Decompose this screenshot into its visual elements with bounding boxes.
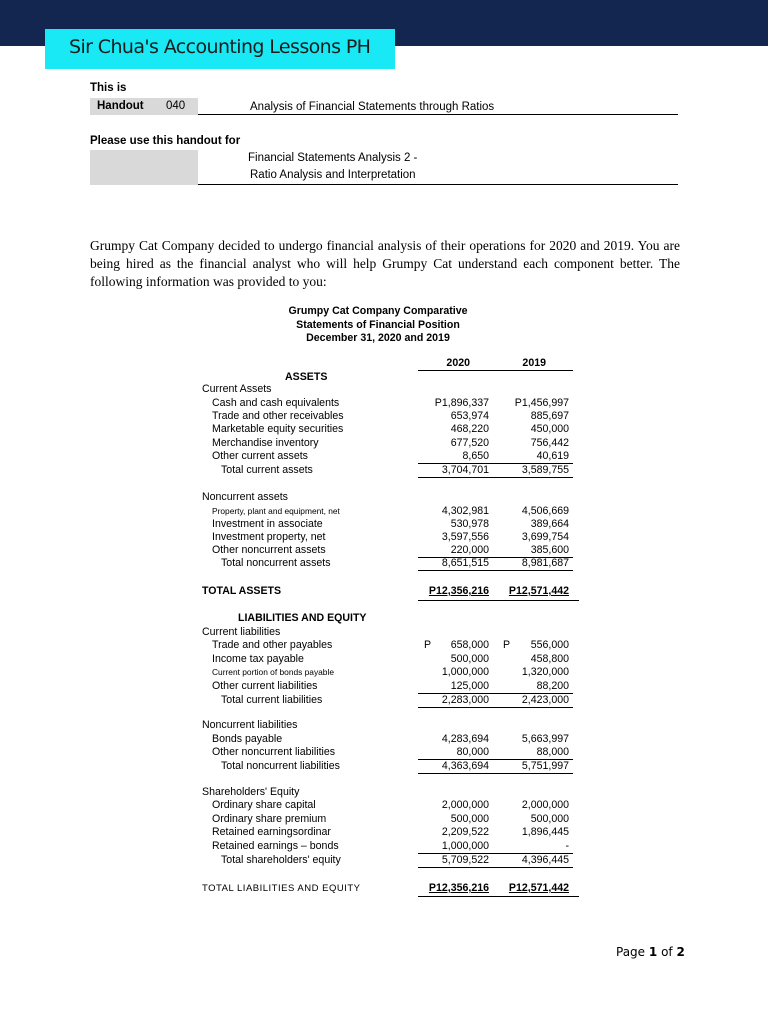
table-row [0, 531, 768, 545]
table-row [0, 544, 768, 558]
value-2019: 5,663,997 [521, 733, 569, 745]
total-line [418, 570, 573, 571]
row-label: Total current liabilities [221, 694, 323, 706]
value-2020: 8,651,515 [441, 557, 489, 569]
noncurrent-assets-heading-row [0, 491, 768, 505]
value-2020: P12,356,216 [428, 882, 489, 894]
total-row [0, 854, 768, 868]
row-label: Other noncurrent liabilities [212, 746, 336, 758]
statement-title-line-1: Grumpy Cat Company Comparative [288, 305, 468, 317]
table-row [0, 639, 768, 653]
current-liab-heading-row [0, 626, 768, 640]
row-label: Trade and other receivables [212, 410, 344, 422]
statement-title-line-2: Statements of Financial Position [296, 318, 460, 331]
table-row [0, 799, 768, 813]
total-row [0, 557, 768, 571]
value-2019: 450,000 [530, 423, 569, 435]
value-2019: 885,697 [530, 410, 569, 422]
use-for-label: Please use this handout for [90, 135, 241, 147]
table-row [0, 450, 768, 464]
row-label: Other noncurrent assets [212, 544, 326, 556]
equity-heading-row [0, 786, 768, 800]
value-2020: 5,709,522 [441, 854, 489, 866]
table-row [0, 733, 768, 747]
total-line [418, 773, 573, 774]
value-2019: 556,000 [530, 639, 569, 651]
course-line-1: Financial Statements Analysis 2 - [248, 152, 418, 164]
table-row [0, 397, 768, 411]
value-2019: 385,600 [530, 544, 569, 556]
value-2019: 756,442 [530, 437, 569, 449]
value-2020: 2,209,522 [441, 826, 489, 838]
value-2019: - [565, 840, 569, 852]
assets-heading: ASSETS [285, 371, 328, 383]
row-label: Investment property, net [212, 531, 326, 543]
value-2020: 3,597,556 [441, 531, 489, 543]
value-2019: P12,571,442 [508, 585, 569, 597]
brand-box [45, 29, 395, 69]
table-row [0, 505, 768, 519]
row-label: Other current liabilities [212, 680, 318, 692]
row-label: Other current assets [212, 450, 308, 462]
year-2020-header: 2020 [446, 357, 470, 369]
value-2020: P1,896,337 [434, 397, 489, 409]
table-row [0, 653, 768, 667]
value-2020: 80,000 [456, 746, 489, 758]
row-label: Income tax payable [212, 653, 304, 665]
brand-title: Sir Chua's Accounting Lessons PH [69, 36, 371, 58]
value-2020: 8,650 [462, 450, 489, 462]
page-word: Page [616, 945, 646, 959]
double-underline [418, 896, 579, 897]
total-line [418, 867, 573, 868]
year-2019-header: 2019 [522, 357, 546, 369]
handout-number: 040 [166, 100, 186, 112]
value-2020: 530,978 [450, 518, 489, 530]
table-row [0, 746, 768, 760]
value-2020: 4,302,981 [441, 505, 489, 517]
row-label: Total noncurrent liabilities [221, 760, 340, 772]
grand-total-row [0, 882, 768, 896]
current-liab-heading: Current liabilities [202, 626, 281, 638]
table-row [0, 680, 768, 694]
row-label: Merchandise inventory [212, 437, 319, 449]
handout-title-underline [198, 114, 678, 115]
row-label: Total shareholders' equity [221, 854, 341, 866]
row-label: Retained earnings – bonds [212, 840, 339, 852]
row-label: Retained earningsordinar [212, 826, 331, 838]
value-2020: 677,520 [450, 437, 489, 449]
double-underline [418, 600, 579, 601]
row-label: Current portion of bonds payable [212, 667, 334, 677]
row-label: Investment in associate [212, 518, 323, 530]
equity-heading: Shareholders' Equity [202, 786, 300, 798]
row-label: TOTAL ASSETS [202, 585, 282, 597]
course-underline [198, 184, 678, 185]
value-2020: 2,000,000 [441, 799, 489, 811]
grand-total-row [0, 585, 768, 599]
row-label: Marketable equity securities [212, 423, 344, 435]
course-line-2: Ratio Analysis and Interpretation [250, 169, 416, 181]
peso-sign-2020: P [424, 639, 432, 651]
value-2019: 3,589,755 [521, 464, 569, 476]
use-for-box [90, 150, 198, 185]
value-2020: 500,000 [450, 813, 489, 825]
value-2019: P12,571,442 [508, 882, 569, 894]
total-line [418, 477, 573, 478]
value-2019: 88,000 [536, 746, 569, 758]
table-row [0, 813, 768, 827]
handout-label: Handout [97, 100, 144, 112]
current-assets-heading-row [0, 383, 768, 397]
total-row [0, 694, 768, 708]
value-2020: 4,363,694 [441, 760, 489, 772]
value-2020: 653,974 [450, 410, 489, 422]
liab-equity-heading-row [0, 612, 768, 626]
value-2020: 3,704,701 [441, 464, 489, 476]
table-row [0, 423, 768, 437]
table-row [0, 666, 768, 680]
statement-title [240, 305, 516, 346]
noncurrent-assets-heading: Noncurrent assets [202, 491, 288, 503]
table-row [0, 410, 768, 424]
noncurrent-liab-heading: Noncurrent liabilities [202, 719, 298, 731]
value-2019: 2,000,000 [521, 799, 569, 811]
table-row [0, 437, 768, 451]
row-label: TOTAL LIABILITIES AND EQUITY [202, 883, 361, 894]
total-line [418, 707, 573, 708]
current-assets-heading: Current Assets [202, 383, 272, 395]
row-label: Total noncurrent assets [221, 557, 331, 569]
value-2019: 3,699,754 [521, 531, 569, 543]
row-label: Ordinary share capital [212, 799, 316, 811]
page-current: 1 [648, 945, 658, 959]
value-2019: 458,800 [530, 653, 569, 665]
total-row [0, 464, 768, 478]
value-2020: 1,000,000 [441, 666, 489, 678]
value-2020: 658,000 [450, 639, 489, 651]
value-2019: 5,751,997 [521, 760, 569, 772]
row-label: Ordinary share premium [212, 813, 327, 825]
value-2019: 2,423,000 [521, 694, 569, 706]
value-2019: 1,320,000 [521, 666, 569, 678]
liab-equity-heading: LIABILITIES AND EQUITY [238, 612, 367, 624]
row-label: Bonds payable [212, 733, 283, 745]
value-2019: 4,396,445 [521, 854, 569, 866]
page-total: 2 [676, 945, 685, 959]
value-2019: P1,456,997 [514, 397, 569, 409]
row-label: Cash and cash equivalents [212, 397, 340, 409]
value-2020: 468,220 [450, 423, 489, 435]
table-row [0, 518, 768, 532]
value-2020: 125,000 [450, 680, 489, 692]
table-row [0, 840, 768, 854]
table-row [0, 826, 768, 840]
value-2019: 40,619 [536, 450, 569, 462]
value-2020: 4,283,694 [441, 733, 489, 745]
value-2020: 1,000,000 [441, 840, 489, 852]
value-2019: 4,506,669 [521, 505, 569, 517]
value-2019: 389,664 [530, 518, 569, 530]
statement-title-line-3: December 31, 2020 and 2019 [306, 332, 450, 344]
value-2020: 500,000 [450, 653, 489, 665]
value-2020: 220,000 [450, 544, 489, 556]
of-word: of [661, 945, 673, 959]
this-is-label: This is [90, 82, 127, 94]
row-label: Total current assets [221, 464, 313, 476]
value-2019: 88,200 [536, 680, 569, 692]
row-label: Property, plant and equipment, net [212, 506, 340, 516]
value-2020: P12,356,216 [428, 585, 489, 597]
row-label: Trade and other payables [212, 639, 333, 651]
peso-sign-2019: P [503, 639, 511, 651]
value-2020: 2,283,000 [441, 694, 489, 706]
value-2019: 8,981,687 [521, 557, 569, 569]
noncurrent-liab-heading-row [0, 719, 768, 733]
intro-paragraph: Grumpy Cat Company decided to undergo financial analysis of their operations for 2020 and 2019. You are being hired as the financial analyst who will help Grumpy Cat understand each component better. The following information was provided to you: [90, 238, 680, 289]
value-2019: 1,896,445 [521, 826, 569, 838]
value-2019: 500,000 [530, 813, 569, 825]
page-number [616, 945, 685, 959]
total-row [0, 760, 768, 774]
handout-title: Analysis of Financial Statements through Ratios [250, 101, 495, 113]
